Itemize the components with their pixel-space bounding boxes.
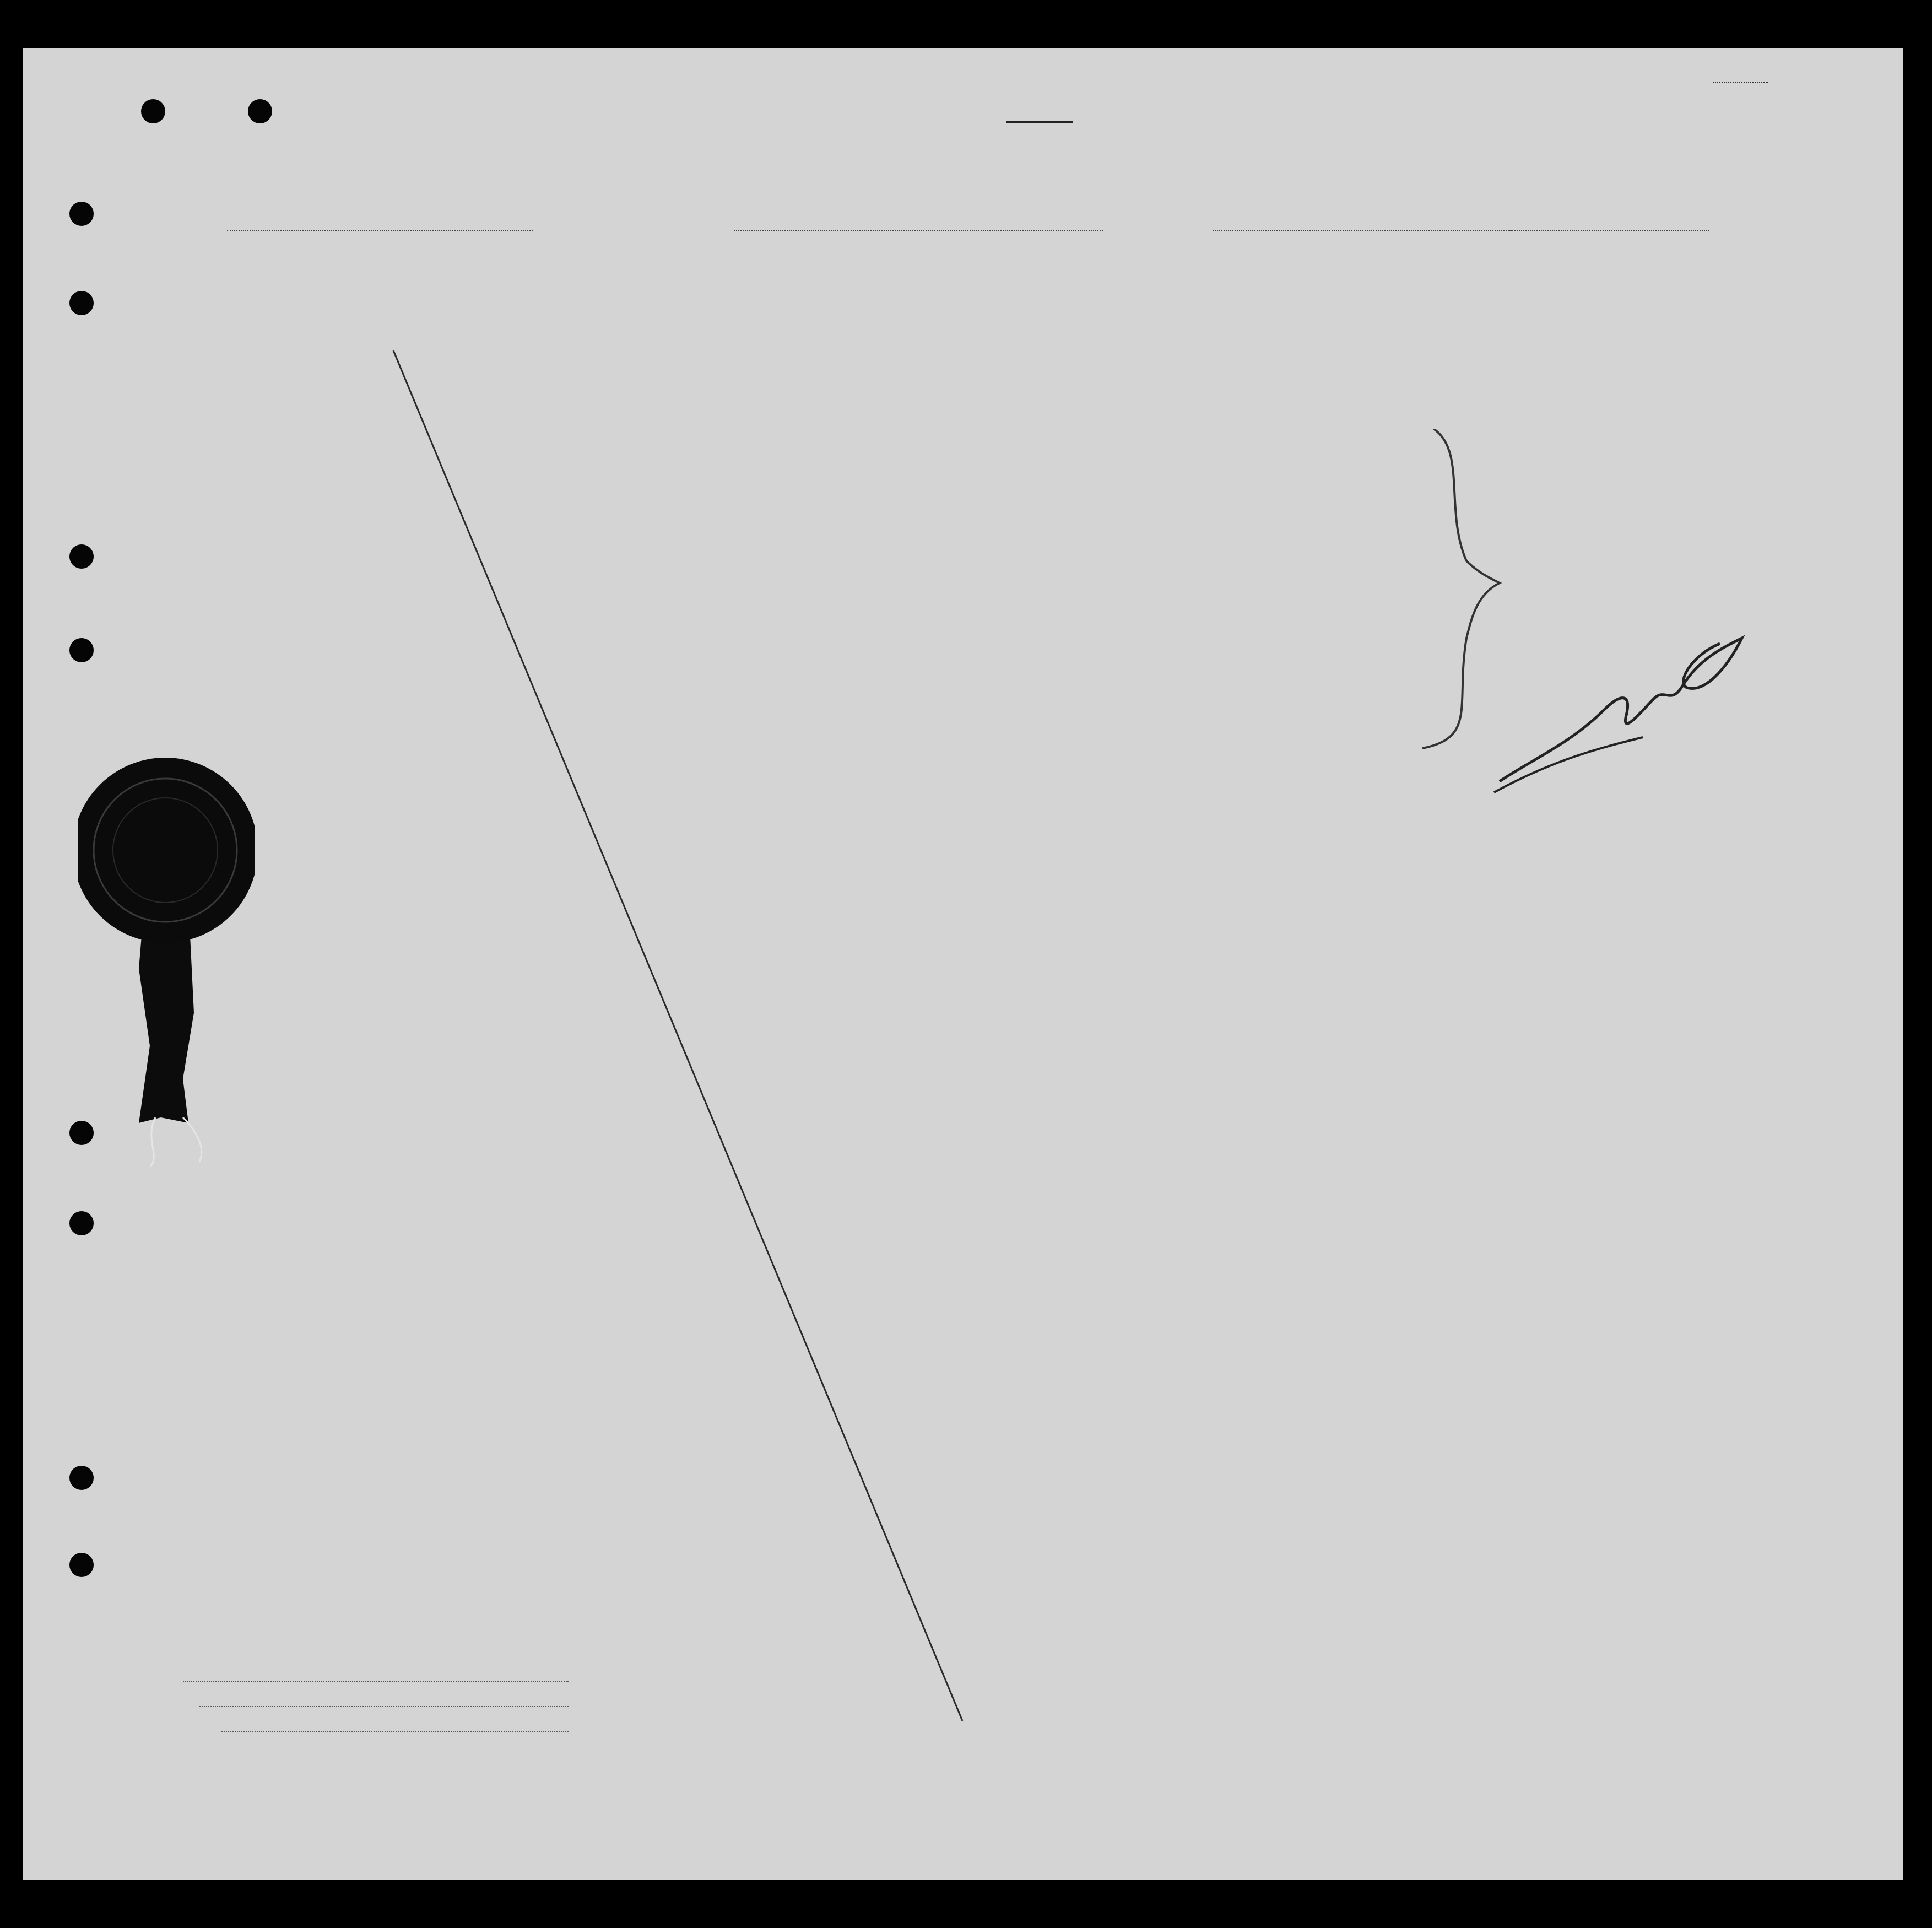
- footer-line-rule: [183, 1681, 569, 1682]
- footer-agents-rule: [221, 1731, 569, 1732]
- manifest-sheet: [23, 48, 1903, 1880]
- footer-owners-rule: [199, 1706, 569, 1707]
- diagonal-cancel-line: [23, 48, 1903, 1880]
